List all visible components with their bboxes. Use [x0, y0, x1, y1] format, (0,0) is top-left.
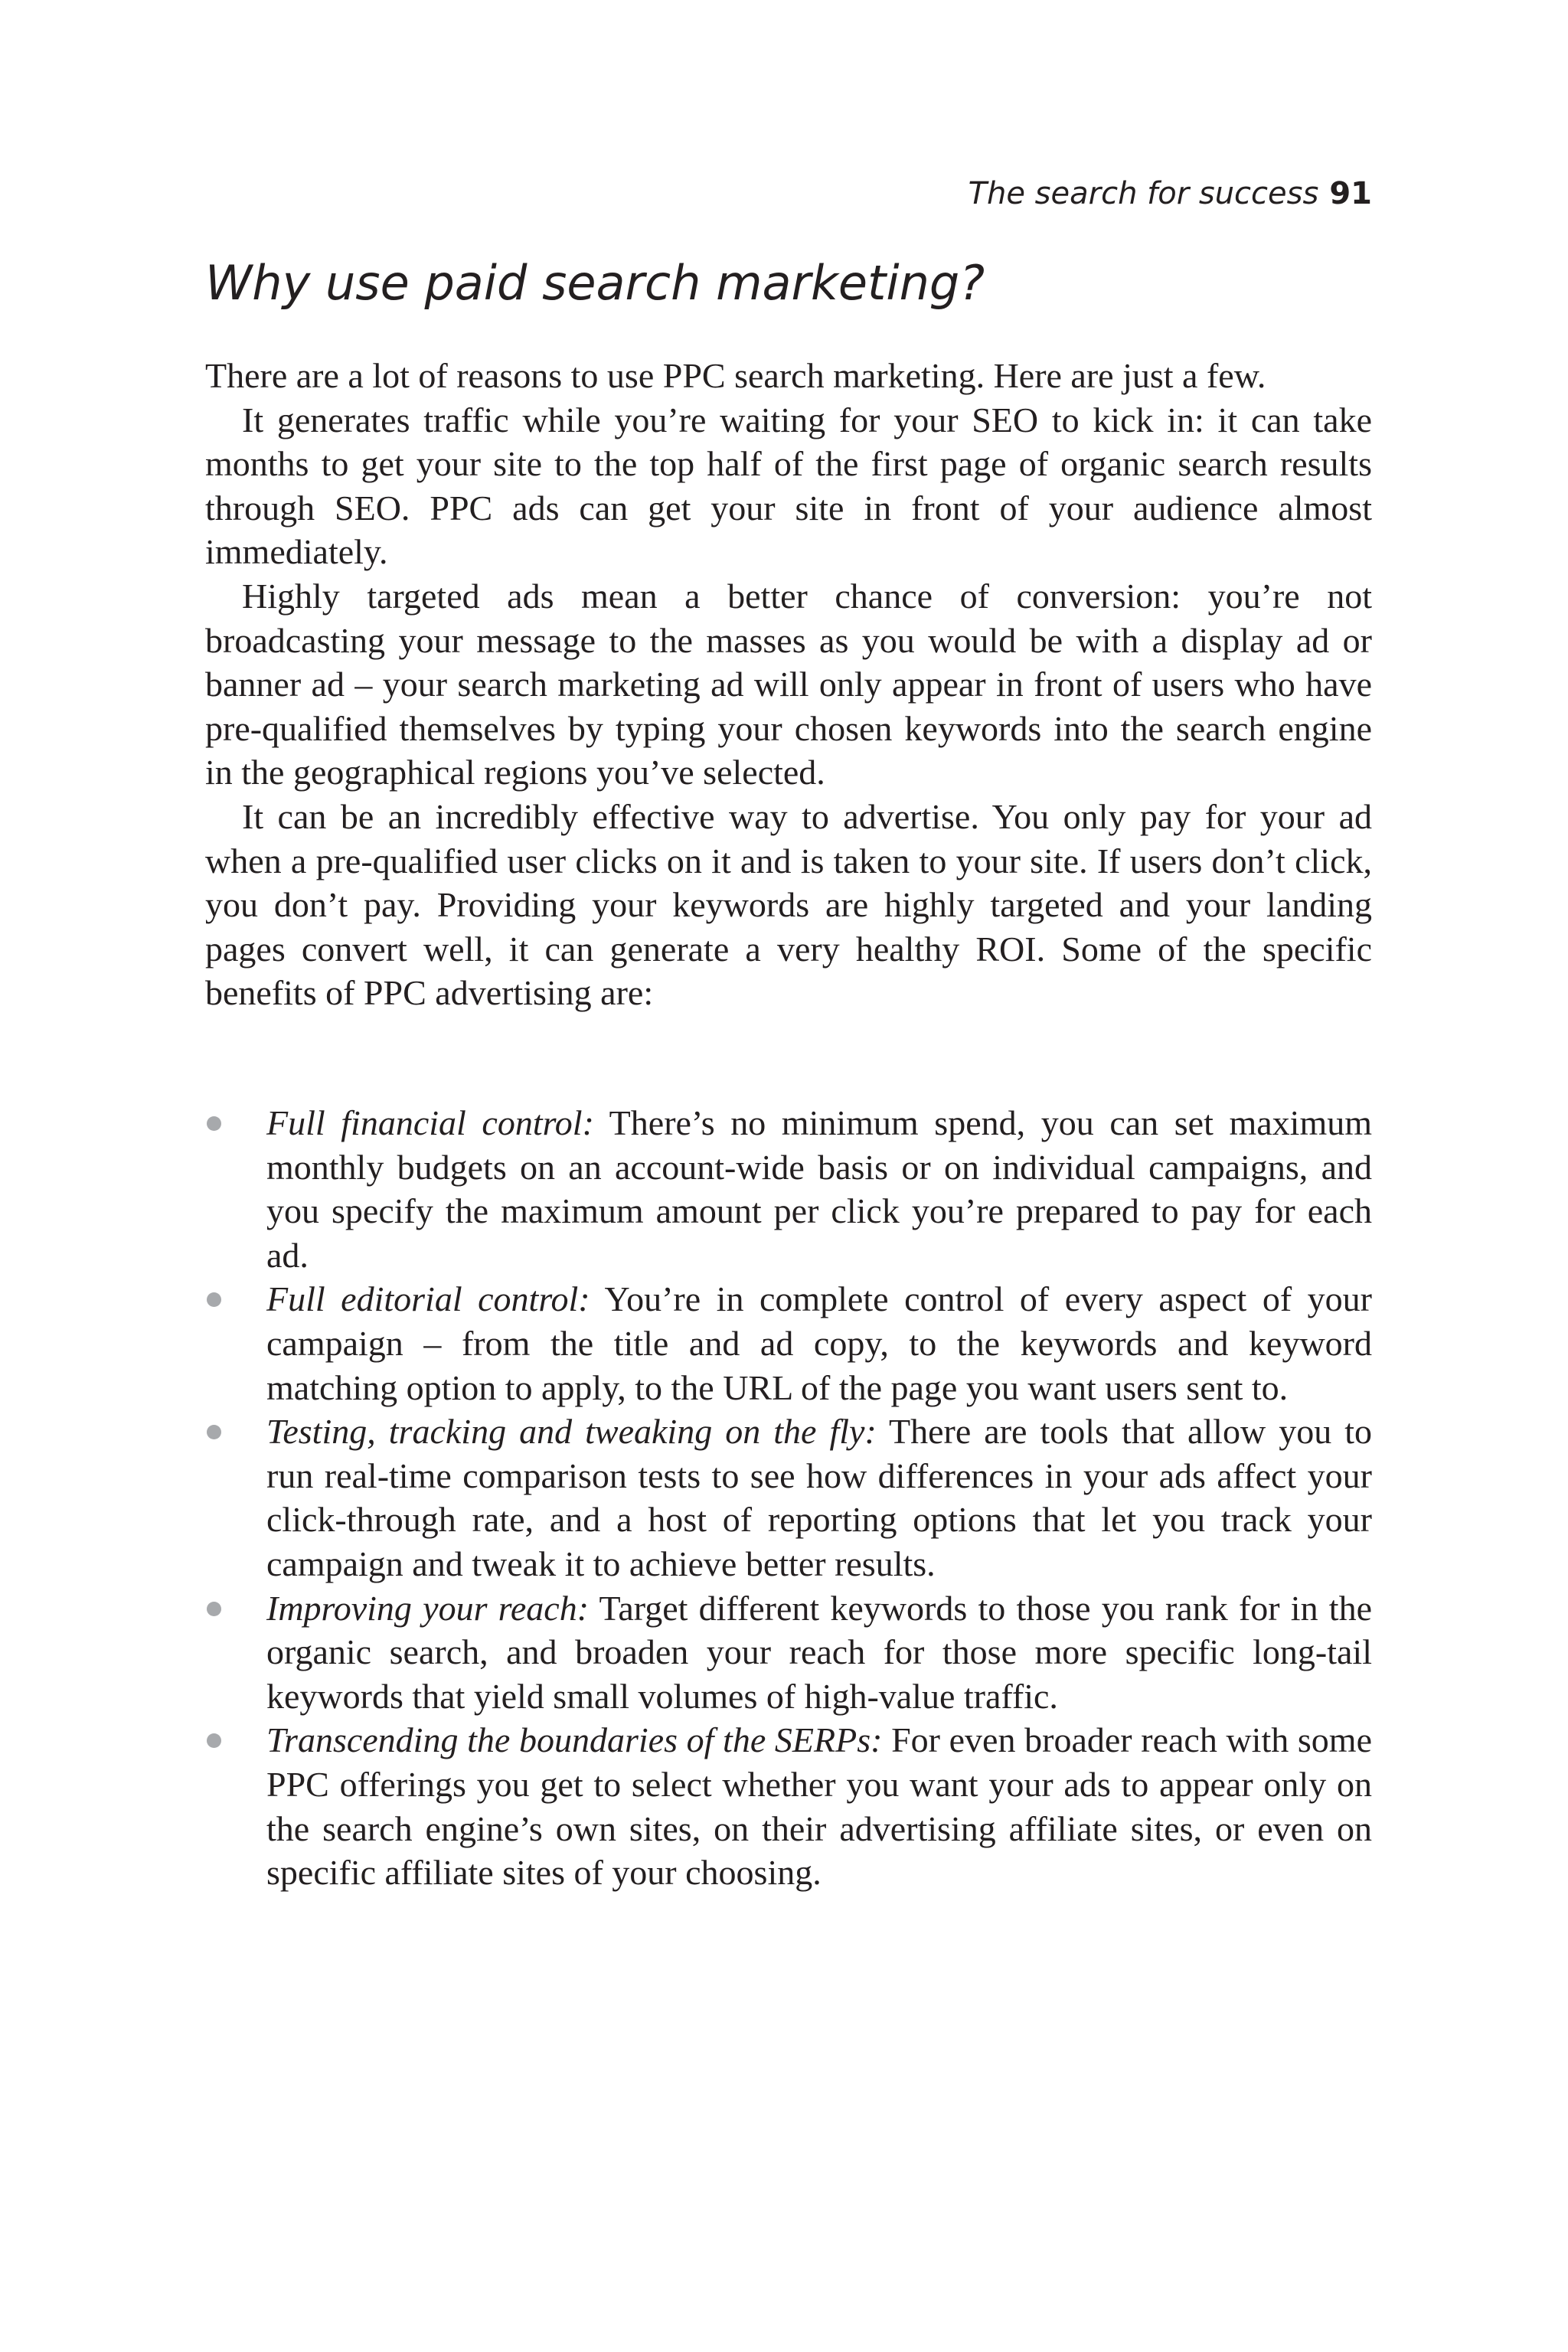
- list-item-lead: Improving your reach:: [266, 1588, 590, 1628]
- list-item: [205, 1718, 1372, 1894]
- list-item-lead: Transcending the boundaries of the SERPs:: [266, 1720, 883, 1760]
- bullet-dot-icon: [207, 1602, 221, 1616]
- paragraph-effective: It can be an incredibly effective way to advertise. You only pay for your ad when a pre-qualified user clicks on it and is taken to your site. If users don’t click, you don’t pay. Providing your keywords are highly targeted and your landing pages convert well, it can generate a very healthy ROI. Some of the specific benefits of PPC advertising are:: [205, 796, 1372, 1013]
- list-item-lead: Full editorial control:: [266, 1279, 590, 1319]
- bullet-dot-icon: [207, 1733, 221, 1748]
- list-item-lead: Testing, tracking and tweaking on the fly:: [266, 1412, 877, 1452]
- running-head-title: The search for success: [968, 176, 1319, 211]
- list-item-text: For even broader reach with some PPC offerings you get to select whether you want your ads to appear only on the search engine’s own sites, on their advertising affiliate sites, or even on specific affiliate sites of your choosing.: [266, 1720, 1372, 1893]
- list-item-lead: Full financial control:: [266, 1103, 594, 1142]
- paragraph-targeted-ads: Highly targeted ads mean a better chance of conversion: you’re not broadcasting your message to the masses as you would be with a display ad or banner ad – your search marketing ad will only appear in front of users who have pre-qualified themselves by typing your chosen keywords into the search engine in the geographical regions you’ve selected.: [205, 576, 1372, 792]
- list-item: [205, 1410, 1372, 1586]
- section-title: Why use paid search marketing?: [205, 255, 985, 311]
- bullet-dot-icon: [207, 1116, 221, 1131]
- paragraph-intro: There are a lot of reasons to use PPC search marketing. Here are just a few.: [205, 356, 1266, 395]
- list-item-text: There’s no minimum spend, you can set maximum monthly budgets on an account-wide basis or on individual campaigns, and you specify the maximum amount per click you’re prepared to pay for each ad.: [266, 1103, 1373, 1275]
- benefits-list: [205, 1101, 1372, 1895]
- body-text: [205, 354, 1372, 1015]
- list-item-text: Target different keywords to those you rank for in the organic search, and broaden your reach for those more specific long-tail keywords that yield small volumes of high-value traffic.: [266, 1588, 1372, 1716]
- list-item-text: You’re in complete control of every aspect of your campaign – from the title and ad copy, to the keywords and keyword matching option to apply, to the URL of the page you want users sent to.: [266, 1279, 1373, 1407]
- running-head: [969, 172, 1372, 215]
- list-item: [205, 1277, 1372, 1410]
- list-item: [205, 1101, 1372, 1277]
- paragraph-traffic: It generates traffic while you’re waiting for your SEO to kick in: it can take months to get your site to the top half of the first page of organic search results through SEO. PPC ads can get your site in front of your audience almost immediately.: [205, 400, 1372, 572]
- list-item: [205, 1586, 1372, 1719]
- page-number: 91: [1329, 176, 1372, 211]
- bullet-dot-icon: [207, 1292, 221, 1307]
- list-item-text: There are tools that allow you to run real-time comparison tests to see how differences in your ads affect your click-through rate, and a host of reporting options that let you track your campaign and tweak it to achieve better results.: [266, 1412, 1373, 1583]
- bullet-dot-icon: [207, 1425, 221, 1439]
